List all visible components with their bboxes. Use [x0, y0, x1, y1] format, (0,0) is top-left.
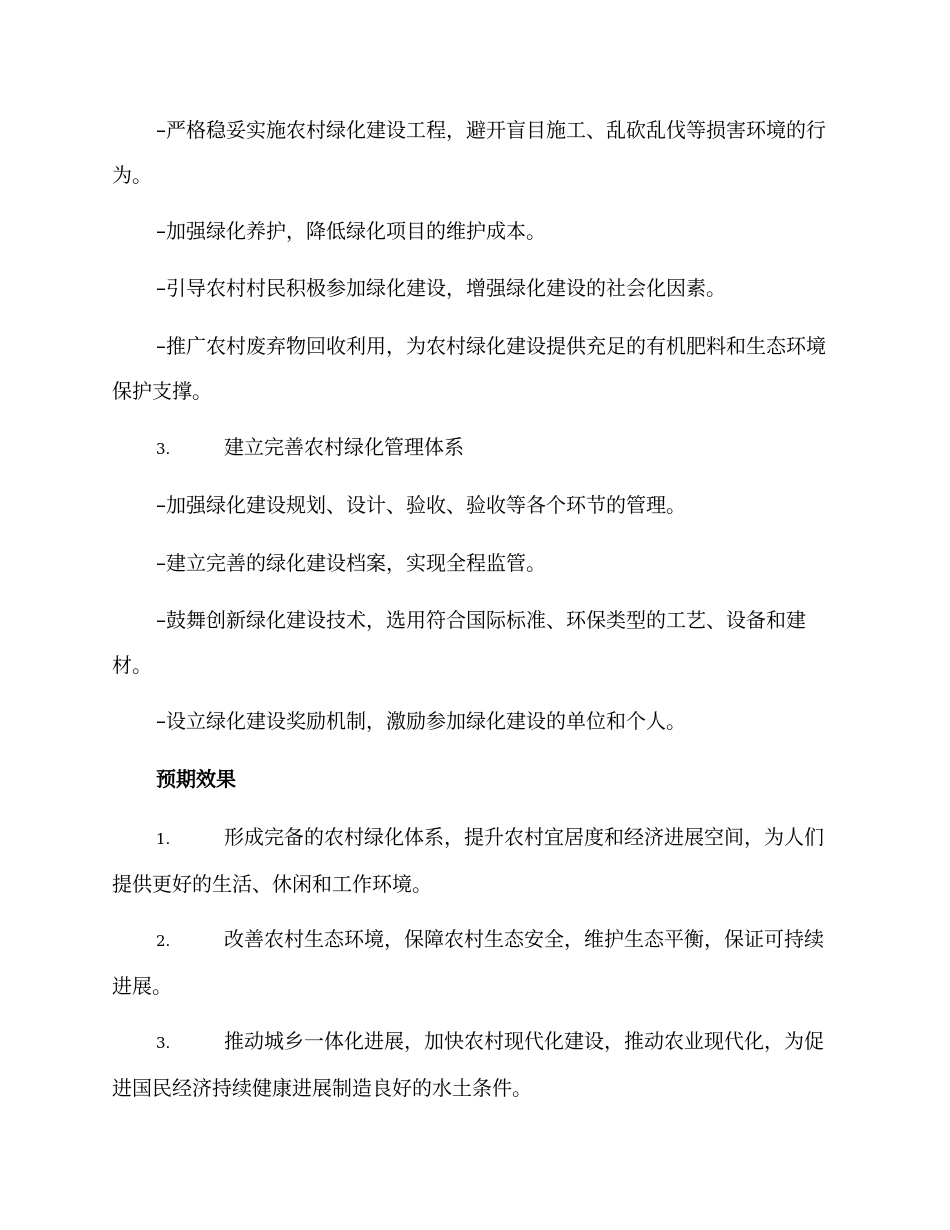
item-text: 建立完善农村绿化管理体系: [224, 435, 464, 459]
bullet-text: –推广农村废弃物回收利用，为农村绿化建设提供充足的有机肥料和生态环境保护支撑。: [112, 334, 826, 403]
numbered-heading-item: [112, 425, 837, 472]
item-number: 3.: [156, 1034, 171, 1052]
bullet-paragraph: [112, 108, 837, 198]
section-heading: 预期效果: [156, 767, 236, 791]
bullet-paragraph: [112, 324, 837, 414]
bullet-text: –严格稳妥实施农村绿化建设工程，避开盲目施工、乱砍乱伐等损害环境的行为。: [112, 118, 826, 187]
bullet-text: –加强绿化养护，降低绿化项目的维护成本。: [156, 219, 546, 243]
bullet-paragraph: [112, 699, 837, 744]
item-text: 推动城乡一体化进展，加快农村现代化建设，推动农业现代化，为促进国民经济持续健康进展制造良好的水土条件。: [112, 1029, 824, 1100]
bullet-paragraph: [112, 541, 837, 586]
bullet-text: –引导农村村民积极参加绿化建设，增强绿化建设的社会化因素。: [156, 276, 726, 300]
bullet-paragraph: [112, 209, 837, 254]
item-text: 改善农村生态环境，保障农村生态安全，维护生态平衡，保证可持续进展。: [112, 927, 824, 998]
bullet-paragraph: [112, 598, 837, 688]
effect-item: [112, 815, 837, 907]
item-number: 2.: [156, 932, 171, 950]
bullet-text: –建立完善的绿化建设档案，实现全程监管。: [156, 551, 546, 575]
item-text: 形成完备的农村绿化体系，提升农村宜居度和经济进展空间，为人们提供更好的生活、休闲和工作环境。: [112, 825, 824, 896]
item-number: 3.: [156, 440, 171, 458]
bullet-paragraph: [112, 483, 837, 528]
bullet-text: –鼓舞创新绿化建设技术，选用符合国际标准、环保类型的工艺、设备和建材。: [112, 608, 806, 677]
bullet-paragraph: [112, 266, 837, 311]
bullet-text: –加强绿化建设规划、设计、验收、验收等各个环节的管理。: [156, 493, 686, 517]
effect-item: [112, 1019, 837, 1111]
item-number: 1.: [156, 830, 171, 848]
bullet-text: –设立绿化建设奖励机制，激励参加绿化建设的单位和个人。: [156, 709, 686, 733]
effect-item: [112, 917, 837, 1009]
